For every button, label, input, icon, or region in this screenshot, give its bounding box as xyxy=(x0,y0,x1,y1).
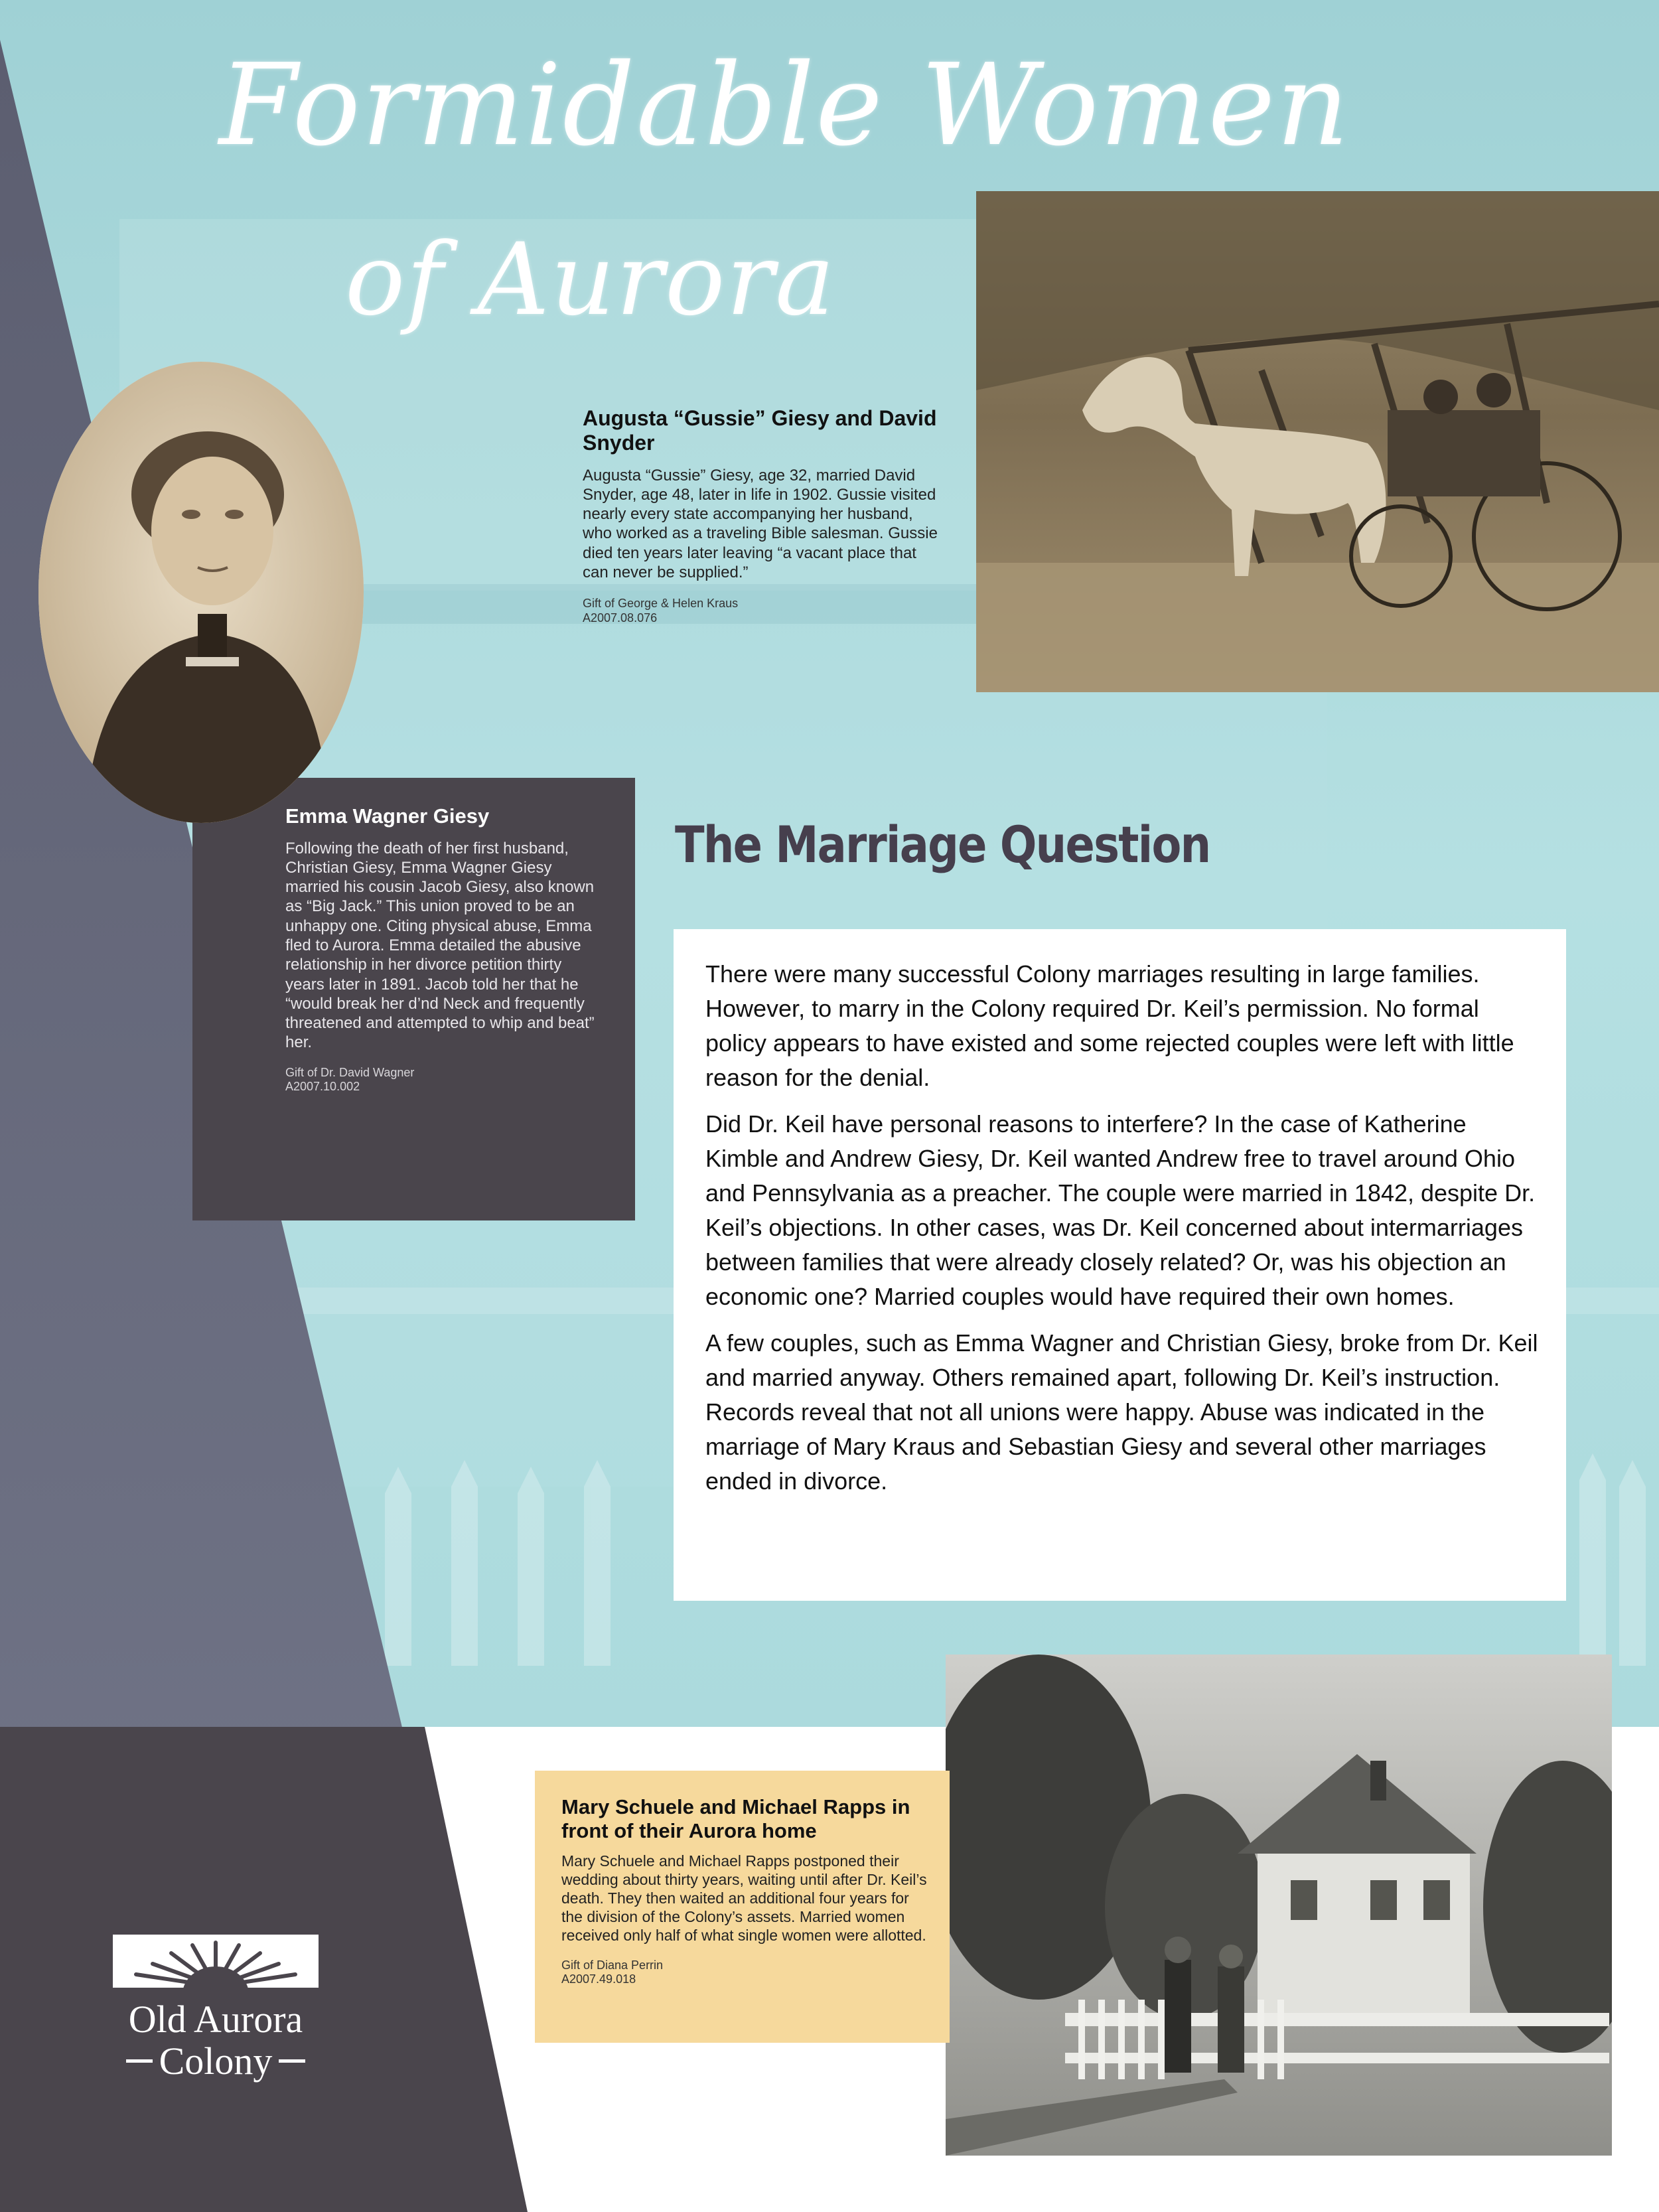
paragraph-3: A few couples, such as Emma Wagner and Christian Giesy, broke from Dr. Keil and married anyway. Others remained apart, following Dr. Keil’s instruction. Records reveal that not all unions were happy. Abuse was indicated in the marriage of Mary Kraus and Sebastian Giesy and several other marriages ended in divorce. xyxy=(705,1329,1538,1495)
logo-name-line2: Colony xyxy=(159,2039,273,2083)
photo-aurora-home xyxy=(946,1655,1612,2156)
emma-caption-body: Following the death of her first husband, Christian Giesy, Emma Wagner Giesy married his cousin Jacob Giesy, also known as “Big Jack.” This union proved to be an unhappy one. Citing physical abuse, Emma fled to Aurora. Emma detailed the abusive relationship in her divorce petition thirty years later in 1891. Jacob told her that he “would break her d’nd Neck and frequently threatened and attempted to whip and beat” her. xyxy=(285,839,595,1052)
photo-emma-portrait xyxy=(38,362,364,823)
sunrise-icon xyxy=(113,1935,319,1994)
section-heading: The Marriage Question xyxy=(675,815,1210,874)
mary-caption-title: Mary Schuele and Michael Rapps in front of their Aurora home xyxy=(561,1795,910,1842)
gussie-caption-body: Augusta “Gussie” Giesy, age 32, married David Snyder, age 48, later in life in 1902. Gussie visited nearly every state accompanying her husband, who worked as a traveling Bible salesman. Gussie died ten years later leaving “a vacant place that can never be supplied.” xyxy=(583,466,938,581)
paragraph-2: Did Dr. Keil have personal reasons to interfere? In the case of Katherine Kimble and Andrew Giesy, Dr. Keil wanted Andrew free to travel around Ohio and Pennsylvania as a preacher. The couple were married in 1842, despite Dr. Keil’s objections. In other cases, was Dr. Keil concerned about intermarriages between families that were already closely related? Or, was his objection an economic one? Married couples would have required their own homes. xyxy=(705,1110,1536,1310)
gussie-credit-line: Gift of George & Helen Kraus xyxy=(583,597,739,611)
emma-credit-line: Gift of Dr. David Wagner xyxy=(285,1065,415,1079)
logo-rule-left xyxy=(126,2059,153,2063)
logo-name-line1: Old Aurora xyxy=(128,1998,303,2041)
emma-caption-title: Emma Wagner Giesy xyxy=(285,804,490,828)
emma-accession-number: A2007.10.002 xyxy=(285,1080,360,1094)
paragraph-1: There were many successful Colony marriages resulting in large families. However, to marry in the Colony required Dr. Keil’s permission. No formal policy appears to have existed and some rejected couples were left with little reason for the denial. xyxy=(705,960,1514,1091)
poster-title-line1: Formidable Women xyxy=(219,40,1350,171)
mary-credit-line: Gift of Diana Perrin xyxy=(561,1958,664,1972)
logo-rule-right xyxy=(279,2059,305,2063)
gussie-caption-title: Augusta “Gussie” Giesy and David Snyder xyxy=(583,406,937,455)
gussie-caption xyxy=(583,406,941,625)
mary-caption xyxy=(561,1795,933,1987)
mary-caption-body: Mary Schuele and Michael Rapps postponed their wedding about thirty years, waiting until after Dr. Keil’s death. They then waited an additional four years for the division of the Colony’s assets. Married women received only half of what single women were allotted. xyxy=(561,1852,927,1945)
photo-horse-buggy xyxy=(976,191,1659,692)
logo-name-line2-row xyxy=(106,2039,325,2083)
old-aurora-colony-logo xyxy=(106,1935,325,2083)
mary-accession-number: A2007.49.018 xyxy=(561,1972,636,1986)
gussie-accession-number: A2007.08.076 xyxy=(583,611,658,625)
emma-caption xyxy=(285,804,604,1094)
main-text-box xyxy=(674,929,1566,1601)
poster-title-line2: of Aurora xyxy=(345,222,836,338)
